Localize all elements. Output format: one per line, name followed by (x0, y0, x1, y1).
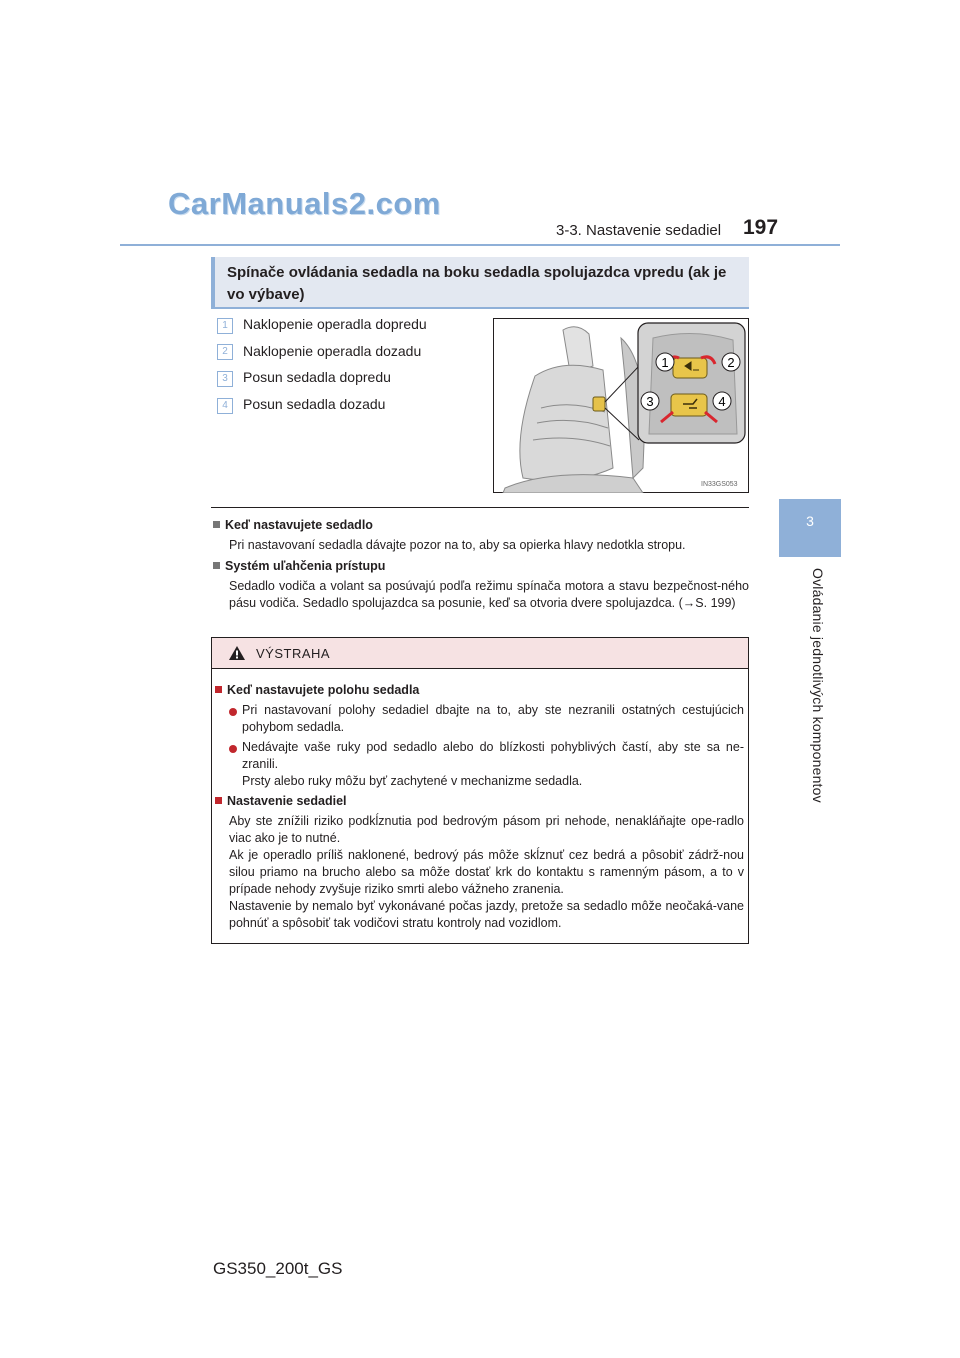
square-bullet-icon (213, 521, 220, 528)
figure-label: 4 (718, 394, 726, 409)
figure-label: 2 (727, 355, 735, 370)
lower-switch (671, 394, 707, 416)
page-number: 197 (743, 216, 779, 239)
header-divider (120, 244, 840, 246)
square-bullet-icon (215, 797, 222, 804)
warning-title: VÝSTRAHA (256, 646, 331, 661)
warning-text: Aby ste znížili riziko podkĺznutia pod bedrovým pásom pri nehode, nenakláňajte ope-radlo viac ako je to nutné. Ak je operadlo príliš naklonené, bedrový pás môže skĺznuť cez bedrá a pôsobiť zádrž-nou silou priamo na brucho alebo sa môže dostať krk do kontaktu s ramenným pásom, a to v prípade nehody zvyšuje riziko smrti alebo vážneho zranenia. Nastavenie by nemalo byť vykonávané počas jazdy, pretože sa sedadlo môže neočaká-vane pohnúť a spôsobiť tak vodičovi stratu kontroly nad vozidlom. (229, 814, 744, 930)
footer-model-code: GS350_200t_GS (213, 1259, 343, 1278)
warning-triangle-icon (228, 645, 246, 661)
round-bullet-icon (229, 708, 237, 716)
note-body: Sedadlo vodiča a volant sa posúvajú podľa režimu spínača motora a stavu bezpečnost-ného pásu vodiča. Sedadlo spolujazdca sa posunie, keď sa otvoria dvere spolujazdca. (→S. 199) (229, 579, 749, 610)
item-number-badge: 4 (217, 398, 233, 414)
section-divider (211, 507, 749, 508)
warning-header (212, 638, 748, 669)
section-heading-box (211, 257, 749, 309)
chapter-tab (779, 499, 841, 557)
note-heading: Systém uľahčenia prístupu (213, 559, 385, 573)
item-label: Posun sedadla dozadu (243, 396, 386, 412)
item-number-badge: 1 (217, 318, 233, 334)
section-title: 3-3. Nastavenie sedadiel (556, 222, 722, 239)
item-number-badge: 3 (217, 371, 233, 387)
warning-subheading: Keď nastavujete polohu sedadla (215, 683, 419, 697)
square-bullet-icon (213, 562, 220, 569)
figure-label: 3 (646, 394, 654, 409)
warning-box (211, 637, 749, 944)
item-label: Posun sedadla dopredu (243, 369, 391, 385)
round-bullet-icon (229, 745, 237, 753)
seat-switch-illustration (493, 318, 749, 493)
figure-code: IN33GS053 (701, 481, 738, 488)
chapter-title: Ovládanie jednotlivých komponentov (810, 568, 826, 803)
square-bullet-icon (215, 686, 222, 693)
item-number-badge: 2 (217, 344, 233, 360)
note-heading: Keď nastavujete sedadlo (213, 518, 373, 532)
warning-bullet: Nedávajte vaše ruky pod sedadlo alebo do blízkosti pohyblivých častí, aby ste sa ne-zranili. Prsty alebo ruky môžu byť zachytené v mechanizme sedadla. (242, 740, 744, 788)
chapter-number: 3 (806, 513, 814, 529)
note-body: Pri nastavovaní sedadla dávajte pozor na to, aby sa opierka hlavy nedotkla stropu. (229, 538, 686, 552)
section-heading: Spínače ovládania sedadla na boku sedadla spolujazdca vpredu (ak je vo výbave) (227, 264, 727, 303)
item-label: Naklopenie operadla dozadu (243, 343, 422, 359)
item-label: Naklopenie operadla dopredu (243, 316, 427, 332)
seat-switch-small (593, 397, 605, 411)
watermark-logo: CarManuals2.com (168, 186, 441, 221)
warning-bullet: Pri nastavovaní polohy sedadiel dbajte na to, aby ste nezranili ostatných cestujúcich pohybom sedadla. (242, 703, 744, 734)
warning-subheading: Nastavenie sedadiel (215, 794, 347, 808)
figure-label: 1 (661, 355, 669, 370)
